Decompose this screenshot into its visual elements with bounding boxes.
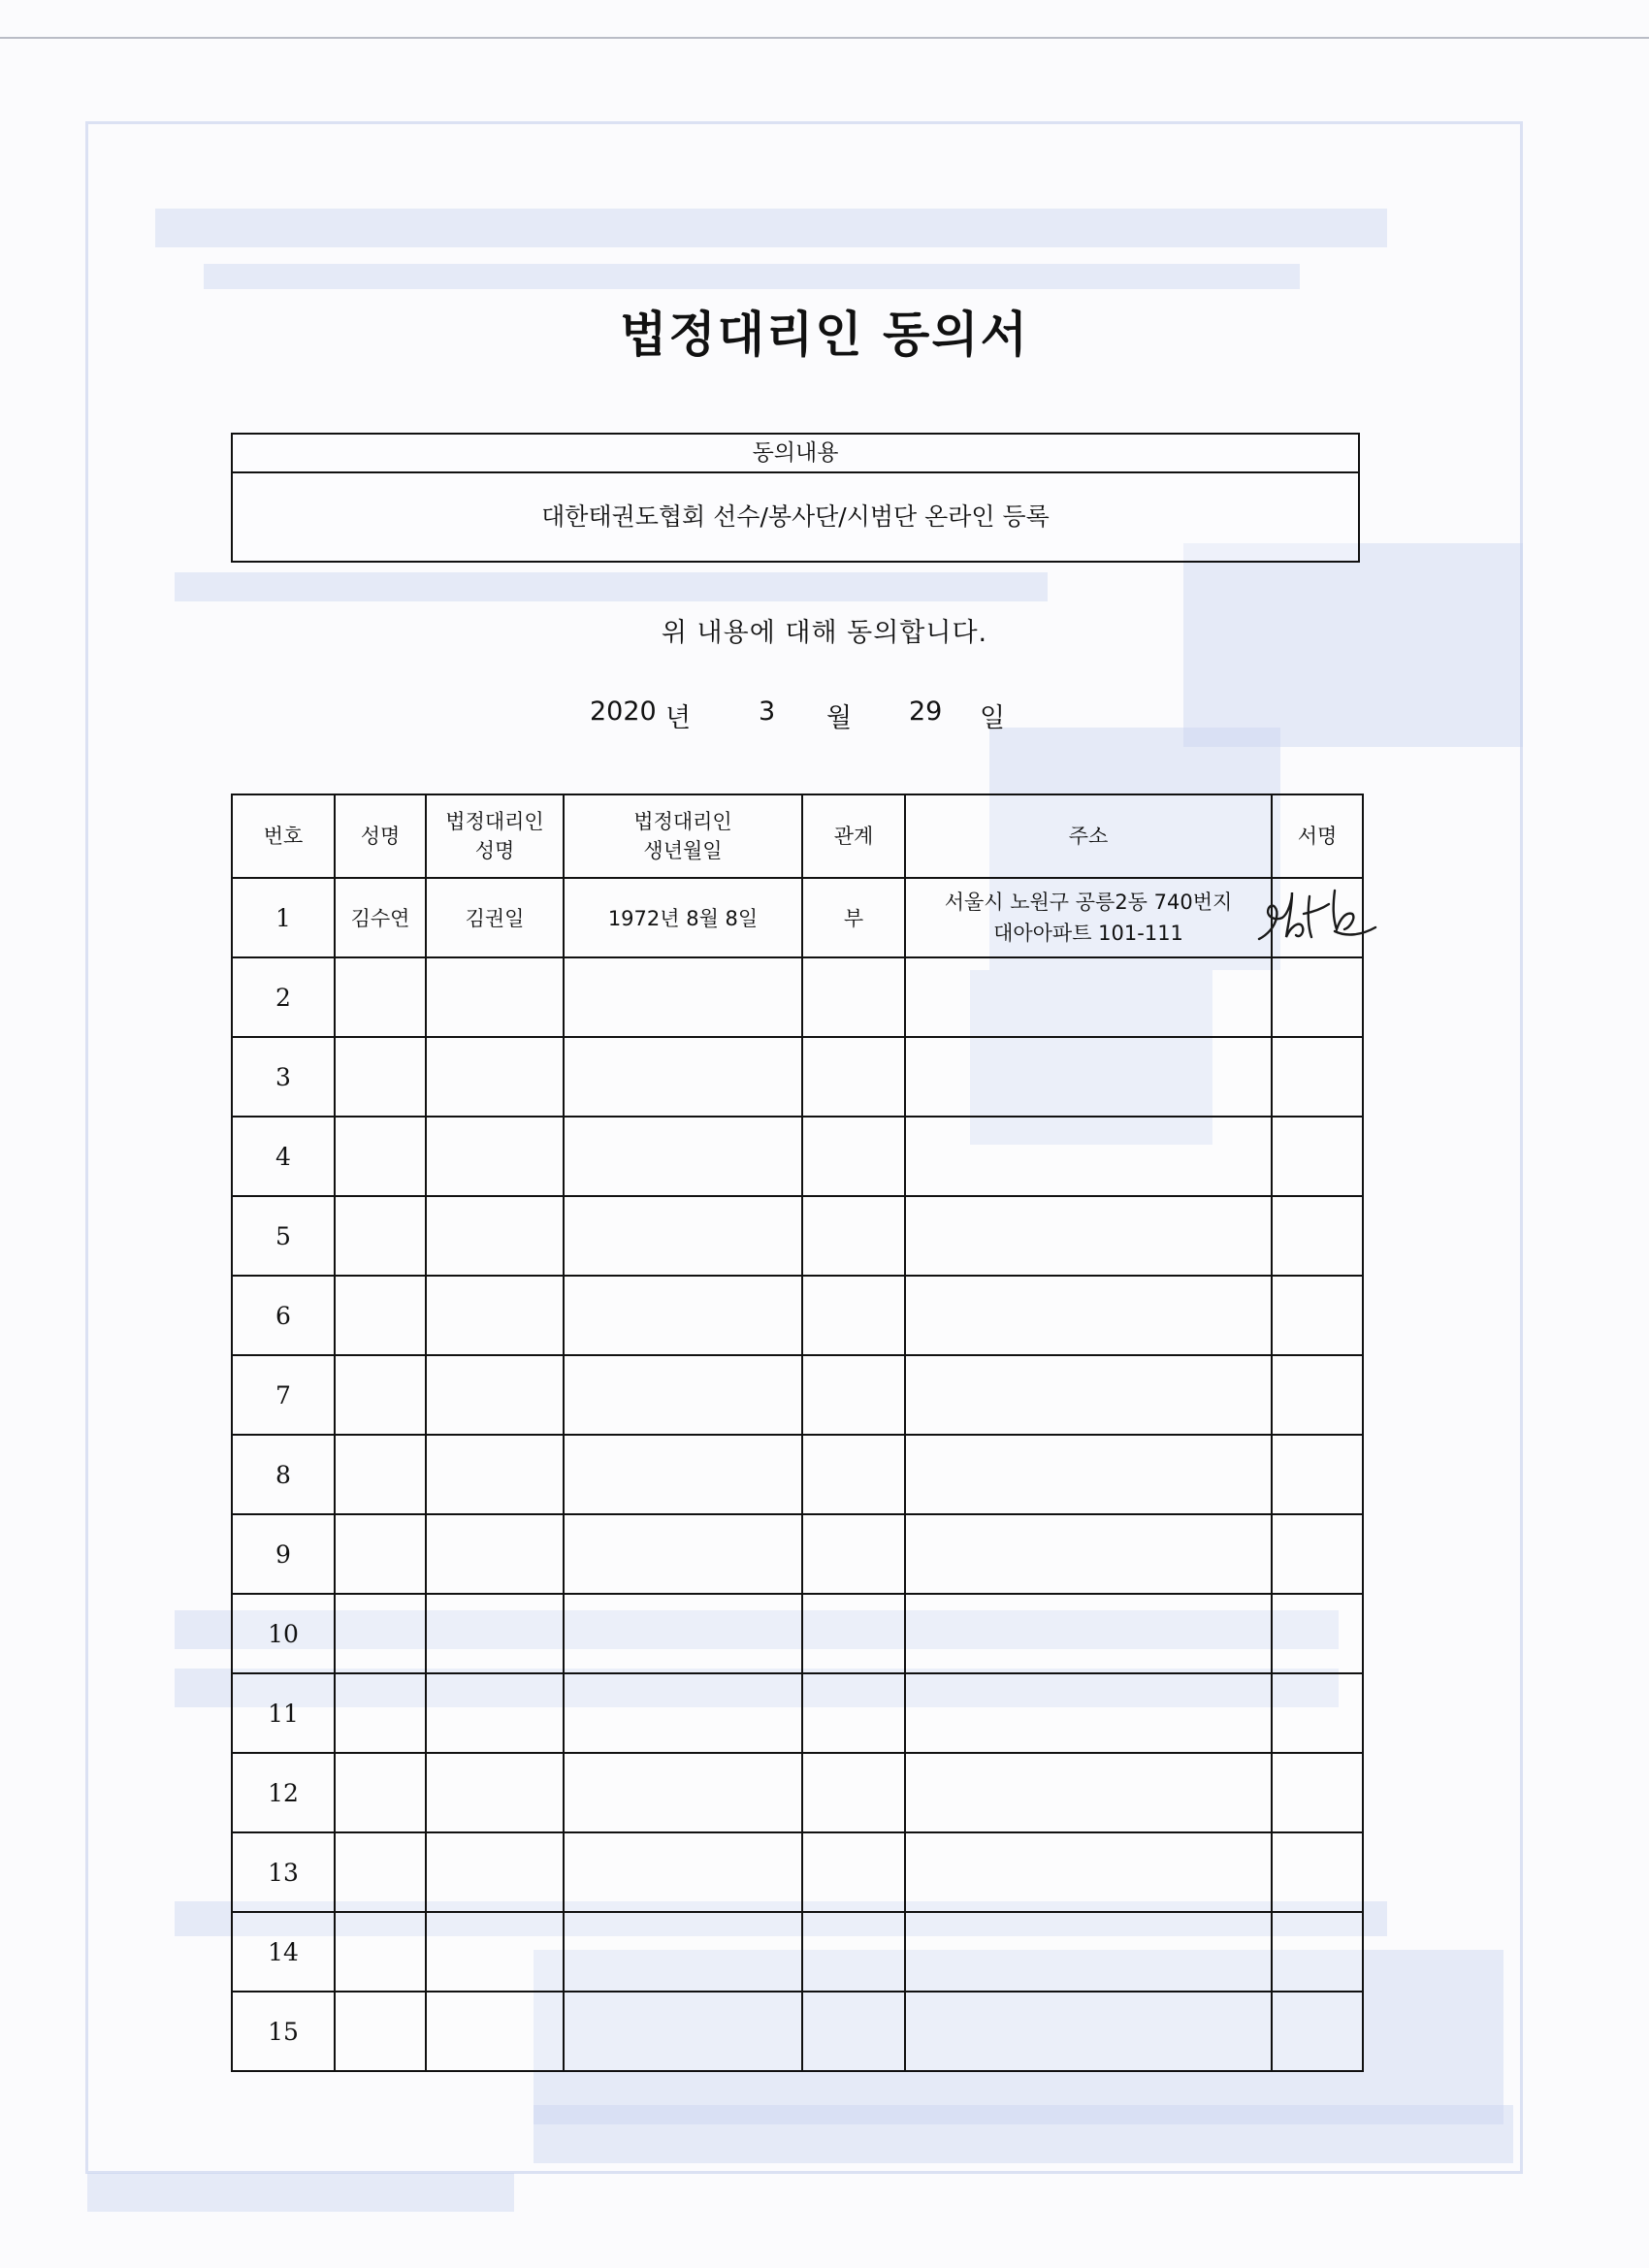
guardian-name-cell [426,1992,564,2071]
signature-cell [1272,1992,1363,2071]
address-cell [905,1196,1272,1276]
table-row [232,1355,1363,1435]
registration-table [231,794,1364,2072]
student-name-cell [335,1196,426,1276]
student-name-cell [335,1514,426,1594]
guardian-birthdate-cell [564,1753,802,1832]
table-row [232,1673,1363,1753]
relation-cell [802,957,905,1037]
agreement-statement: 위 내용에 대해 동의합니다. [661,618,988,648]
header-guardian-name [426,794,564,878]
address-line-2: 대아아파트 101-111 [993,922,1183,945]
consent-header: 동의내용 [233,435,1358,473]
header-name: 성명 [335,794,426,878]
table-row [232,1992,1363,2071]
handwritten-signature [1253,879,1389,956]
signature-cell [1272,1832,1363,1912]
table-row [232,1037,1363,1117]
student-name-cell [335,1117,426,1196]
table-row [232,1594,1363,1673]
relation-cell [802,1196,905,1276]
signature-cell [1272,1912,1363,1992]
row-number-cell: 10 [232,1594,335,1673]
address-cell [905,1435,1272,1514]
header-relation: 관계 [802,794,905,878]
guardian-birthdate-cell [564,1832,802,1912]
guardian-name-cell [426,1753,564,1832]
row-number-cell: 3 [232,1037,335,1117]
relation-cell [802,1594,905,1673]
student-name-cell [335,1037,426,1117]
guardian-birthdate-cell [564,957,802,1037]
table-row [232,1832,1363,1912]
row-number-cell: 5 [232,1196,335,1276]
guardian-birthdate-cell: 1972년 8월 8일 [564,878,802,957]
signature-cell [1272,1753,1363,1832]
show-through-band [175,572,1048,601]
address-cell [905,1355,1272,1435]
address-cell [905,878,1272,957]
paper-edge [0,37,1649,39]
guardian-birthdate-cell [564,1594,802,1673]
document-title: 법정대리인 동의서 [620,307,1029,363]
guardian-name-cell [426,1117,564,1196]
signature-cell [1272,1196,1363,1276]
address-cell [905,1117,1272,1196]
address-cell [905,1276,1272,1355]
date-month: 3 [759,697,776,727]
table-row [232,1435,1363,1514]
signature-cell [1272,957,1363,1037]
address-cell [905,1992,1272,2071]
row-number-cell: 6 [232,1276,335,1355]
guardian-name-cell [426,1673,564,1753]
guardian-name-cell [426,1435,564,1514]
table-row [232,957,1363,1037]
guardian-name-cell [426,957,564,1037]
row-number-cell: 2 [232,957,335,1037]
address-cell [905,1514,1272,1594]
relation-cell [802,1514,905,1594]
row-number-cell: 4 [232,1117,335,1196]
signature-cell [1272,1276,1363,1355]
address-cell [905,957,1272,1037]
relation-cell [802,1355,905,1435]
date-year: 2020 [590,697,657,727]
row-number-cell: 9 [232,1514,335,1594]
header-guardian-birth-line2: 생년월일 [643,839,723,862]
header-guardian-birth [564,794,802,878]
student-name-cell [335,957,426,1037]
table-body [232,878,1363,2071]
signature-cell [1272,1435,1363,1514]
signature-cell [1272,1117,1363,1196]
header-address: 주소 [905,794,1272,878]
header-no: 번호 [232,794,335,878]
header-guardian-birth-line1: 법정대리인 [633,810,732,833]
address-cell [905,1673,1272,1753]
address-cell [905,1832,1272,1912]
relation-cell [802,1832,905,1912]
show-through-band [87,2173,514,2212]
row-number-cell: 15 [232,1992,335,2071]
date-year-unit: 년 [665,703,692,733]
table-row [232,878,1363,957]
signature-cell [1272,1355,1363,1435]
relation-cell [802,1117,905,1196]
header-signature: 서명 [1272,794,1363,878]
row-number-cell: 7 [232,1355,335,1435]
guardian-name-cell [426,1912,564,1992]
table-header-row [232,794,1363,878]
table-row [232,1912,1363,1992]
show-through-band [204,264,1300,289]
table-row [232,1276,1363,1355]
guardian-name-cell [426,1196,564,1276]
signature-cell [1272,1673,1363,1753]
relation-cell [802,1673,905,1753]
date-day-unit: 일 [980,703,1006,733]
address-cell [905,1037,1272,1117]
guardian-name-cell [426,1594,564,1673]
student-name-cell [335,1992,426,2071]
guardian-name-cell: 김권일 [426,878,564,957]
table-row [232,1514,1363,1594]
table-row [232,1753,1363,1832]
relation-cell [802,1037,905,1117]
row-number-cell: 8 [232,1435,335,1514]
guardian-birthdate-cell [564,1117,802,1196]
student-name-cell: 김수연 [335,878,426,957]
student-name-cell [335,1594,426,1673]
guardian-birthdate-cell [564,1355,802,1435]
date-month-unit: 월 [826,703,853,733]
signature-cell [1272,1514,1363,1594]
guardian-birthdate-cell [564,1037,802,1117]
row-number-cell: 1 [232,878,335,957]
guardian-birthdate-cell [564,1514,802,1594]
relation-cell [802,1912,905,1992]
row-number-cell: 11 [232,1673,335,1753]
row-number-cell: 12 [232,1753,335,1832]
date-day: 29 [909,697,943,727]
row-number-cell: 14 [232,1912,335,1992]
header-guardian-name-line2: 성명 [474,839,515,862]
address-line-1: 서울시 노원구 공릉2동 740번지 [944,891,1233,914]
show-through-band [155,209,1387,247]
signature-cell [1272,878,1363,957]
student-name-cell [335,1912,426,1992]
guardian-birthdate-cell [564,1276,802,1355]
header-guardian-name-line1: 법정대리인 [445,810,544,833]
table-row [232,1117,1363,1196]
relation-cell: 부 [802,878,905,957]
student-name-cell [335,1435,426,1514]
address-cell [905,1753,1272,1832]
guardian-birthdate-cell [564,1673,802,1753]
table-row [232,1196,1363,1276]
guardian-name-cell [426,1276,564,1355]
student-name-cell [335,1355,426,1435]
guardian-name-cell [426,1037,564,1117]
guardian-name-cell [426,1514,564,1594]
guardian-birthdate-cell [564,1912,802,1992]
signature-cell [1272,1594,1363,1673]
relation-cell [802,1753,905,1832]
consent-content: 대한태권도협회 선수/봉사단/시범단 온라인 등록 [541,502,1050,531]
student-name-cell [335,1832,426,1912]
student-name-cell [335,1276,426,1355]
guardian-birthdate-cell [564,1196,802,1276]
consent-box [231,433,1360,563]
guardian-name-cell [426,1355,564,1435]
row-number-cell: 13 [232,1832,335,1912]
student-name-cell [335,1673,426,1753]
show-through-image [534,2105,1513,2163]
address-cell [905,1912,1272,1992]
guardian-name-cell [426,1832,564,1912]
relation-cell [802,1992,905,2071]
relation-cell [802,1435,905,1514]
signature-cell [1272,1037,1363,1117]
guardian-birthdate-cell [564,1992,802,2071]
guardian-birthdate-cell [564,1435,802,1514]
address-cell [905,1594,1272,1673]
relation-cell [802,1276,905,1355]
student-name-cell [335,1753,426,1832]
